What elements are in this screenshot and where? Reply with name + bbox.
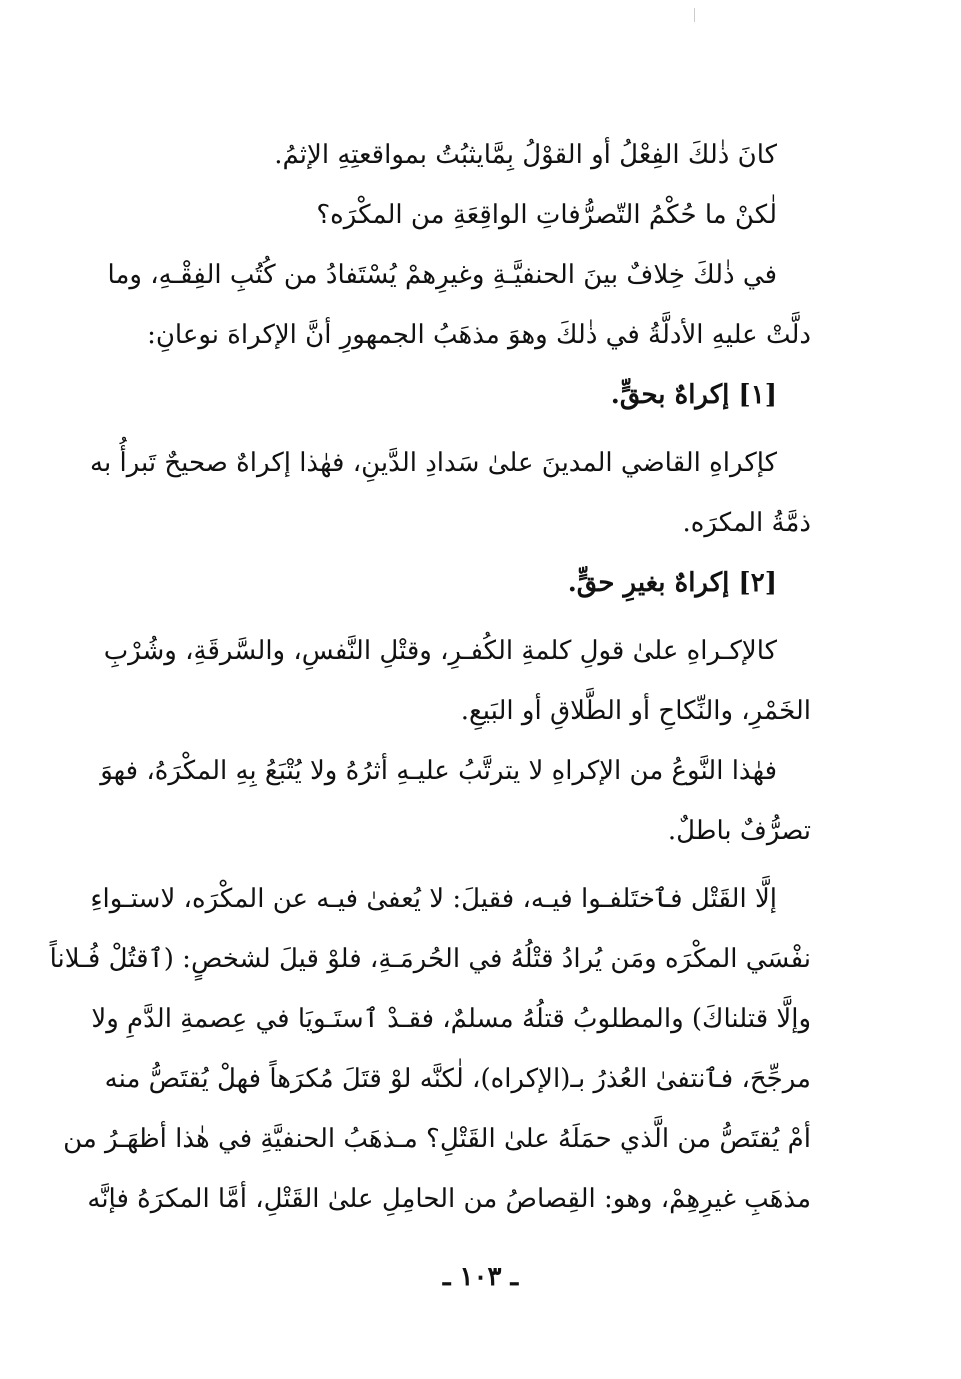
text-line-3: في ذٰلكَ خِلافٌ بينَ الحنفيَّـةِ وغيرِهمْ يُسْتَفادُ من كُتُبِ الفِقْـهِ، وما bbox=[107, 260, 777, 290]
heading-2: [٢] إكراهٌ بغيرِ حقٍّ. bbox=[567, 568, 777, 598]
text-line-9: كالإكـراهِ علىٰ قولِ كلمةِ الكُفـرِ، وقتْلِ النَّفسِ، والسَّرقَةِ، وشُرْبِ bbox=[103, 636, 777, 666]
page-text bbox=[49, 125, 811, 1229]
text-line-6: كإكراهِ القاضي المدينَ علىٰ سَدادِ الدَّينِ، فهٰذا إكراهٌ صحيحٌ تَبرأُ به bbox=[90, 448, 777, 478]
text-line-14: نفْسَي المكْرَه ومَن يُرادُ قتْلُهُ في الحُرمَـةِ، فلوْ قيلَ لشخصٍ: (ٱقتُلْ فُـلاناً bbox=[49, 944, 811, 974]
text-line-12: تصرُّفٌ باطلٌ. bbox=[667, 816, 811, 846]
text-line-16: مرجِّحَ، فٱنتفىٰ العُذرُ بـ(الإكراه)، لٰكنَّه لوْ قتَلَ مُكرَهاً فهلْ يُقتَصُّ منه bbox=[104, 1064, 811, 1094]
page-number: ـ ١٠٣ ـ bbox=[442, 1262, 519, 1292]
scan-mark bbox=[694, 8, 695, 22]
text-line-17: أمْ يُقتَصُّ من الَّذي حمَلَهُ علىٰ القَتْلِ؟ مـذهَبُ الحنفيَّةِ في هٰذا أظهَـرُ من bbox=[63, 1124, 811, 1154]
text-line-4: دلَّتْ عليهِ الأدلَّةُ في ذٰلكَ وهوَ مذهَبُ الجمهورِ أنَّ الإكراهَ نوعانِ: bbox=[147, 320, 811, 350]
text-line-15: وإلَّا قتلناكَ) والمطلوبُ قتلُهُ مسلمٌ، فقـدْ ٱستَـويَا في عِصمةِ الدَّمِ ولا bbox=[91, 1004, 811, 1034]
text-line-2: لٰكنْ ما حُكْمُ التّصرُّفاتِ الواقِعَةِ من المكْرَه؟ bbox=[316, 200, 777, 230]
text-line-10: الخَمْرِ، والنِّكاحِ أو الطَّلاقِ أو البَيعِ. bbox=[460, 696, 811, 726]
heading-1: [١] إكراهٌ بحقٍّ. bbox=[610, 380, 777, 410]
text-line-13: إلَّا القَتْل فٱختَلفـوا فيـه، فقيلَ: لا يُعفىٰ فيـه عن المكْرَه، لاستـواءِ bbox=[90, 884, 777, 914]
text-line-1: كانَ ذٰلكَ الفِعْلُ أو القوْلُ بِمَّايثبُتُ بمواقعتِهِ الإثمُ. bbox=[274, 140, 777, 170]
text-line-11: فهٰذا النَّوعُ من الإكراهِ لا يترتَّبُ عليـهِ أثرُهُ ولا يُتْبَعُ بِهِ المكْرَهُ، فهوَ bbox=[100, 756, 777, 786]
text-line-7: ذمَّةُ المكرَه. bbox=[682, 508, 811, 538]
text-line-18: مذهَبِ غيرِهِمْ، وهو: القِصاصُ من الحامِلِ علىٰ القَتْلِ، أمَّا المكرَهُ فإنَّه bbox=[87, 1184, 811, 1214]
